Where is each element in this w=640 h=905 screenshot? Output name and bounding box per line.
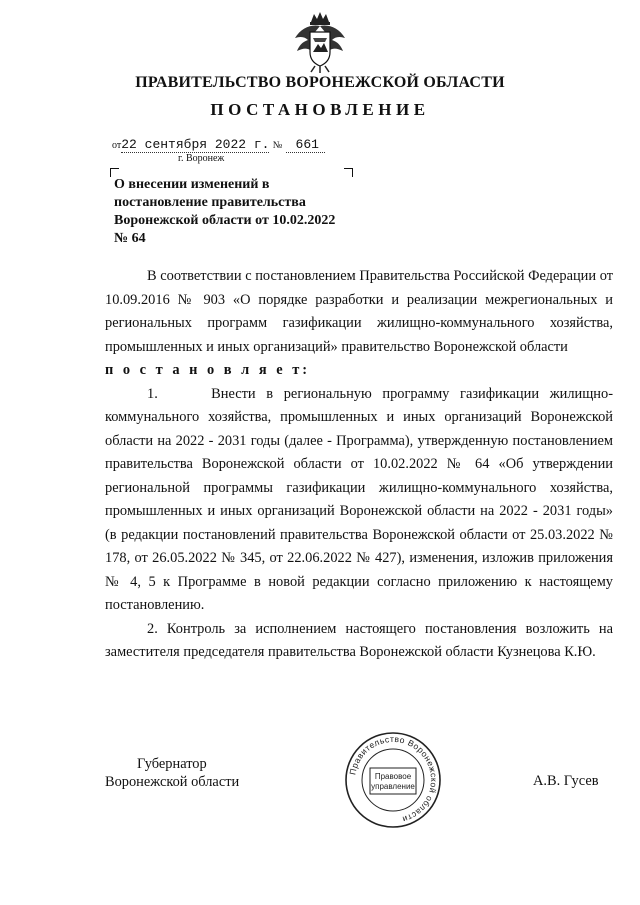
intro-paragraph: В соответствии с постановлением Правительства Российской Федерации от 10.09.2016 № 903 «О порядке разработки и реализации межрегиональных и региональных программ газификации жилищно-коммунального хозяйства, промышленных и иных организаций» правительство Воронежской области [105,268,613,355]
coat-of-arms-emblem-icon [287,8,353,74]
item-1-paragraph: 1. Внести в региональную программу газификации жилищно-коммунального хозяйства, промышленных и иных организаций Воронежской области на 2022 - 2031 годы (далее - Программа), утвержденную постановлением правительства Воронежской области от 10.02.2022 № 64 «Об утверждении региональной программы газификации жилищно-коммунального хозяйства, промышленных и иных организаций Воронежской области на 2022 - 2031 годы» (в редакции постановлений правительства Воронежской области от 25.03.2022 № 178, от 26.05.2022 № 345, от 22.06.2022 № 427), изменения, изложив приложения № 4, 5 к Программе в новой редакции согласно приложению к настоящему постановлению. [105,385,613,613]
signer-title-line: Губернатор [137,756,207,772]
from-label: от [112,140,122,151]
document-subject [114,176,374,248]
city-label: г. Воронеж [178,153,225,164]
item-2-paragraph: 2. Контроль за исполнением настоящего постановления возложить на заместителя председателя правительства Воронежской области Кузнецова К.Ю. [105,620,613,660]
date-number-line [112,136,325,153]
document-number: 661 [286,137,325,153]
subject-line: О внесении изменений в [114,177,270,192]
document-type-title: ПОСТАНОВЛЕНИЕ [210,100,430,119]
subject-line: постановление правительства [114,195,306,210]
signer-name: А.В. Гусев [533,773,599,789]
document-body [105,265,613,665]
resolves-word: п о с т а н о в л я е т: [105,362,311,378]
signer-title-line: Воронежской области [105,774,240,790]
signer-title [105,755,239,791]
stamp-center-line: управление [371,782,415,791]
stamp-center-line: Правовое [374,772,412,781]
document-date: 22 сентября 2022 г. [121,137,270,152]
subject-line: Воронежской области от 10.02.2022 [114,213,336,228]
stamp-ring-text: Правительство Воронежской области [347,733,440,825]
number-label: № [272,140,283,151]
organization-title: ПРАВИТЕЛЬСТВО ВОРОНЕЖСКОЙ ОБЛАСТИ [135,74,505,91]
subject-line: № 64 [114,231,146,246]
official-stamp-icon [343,730,443,830]
